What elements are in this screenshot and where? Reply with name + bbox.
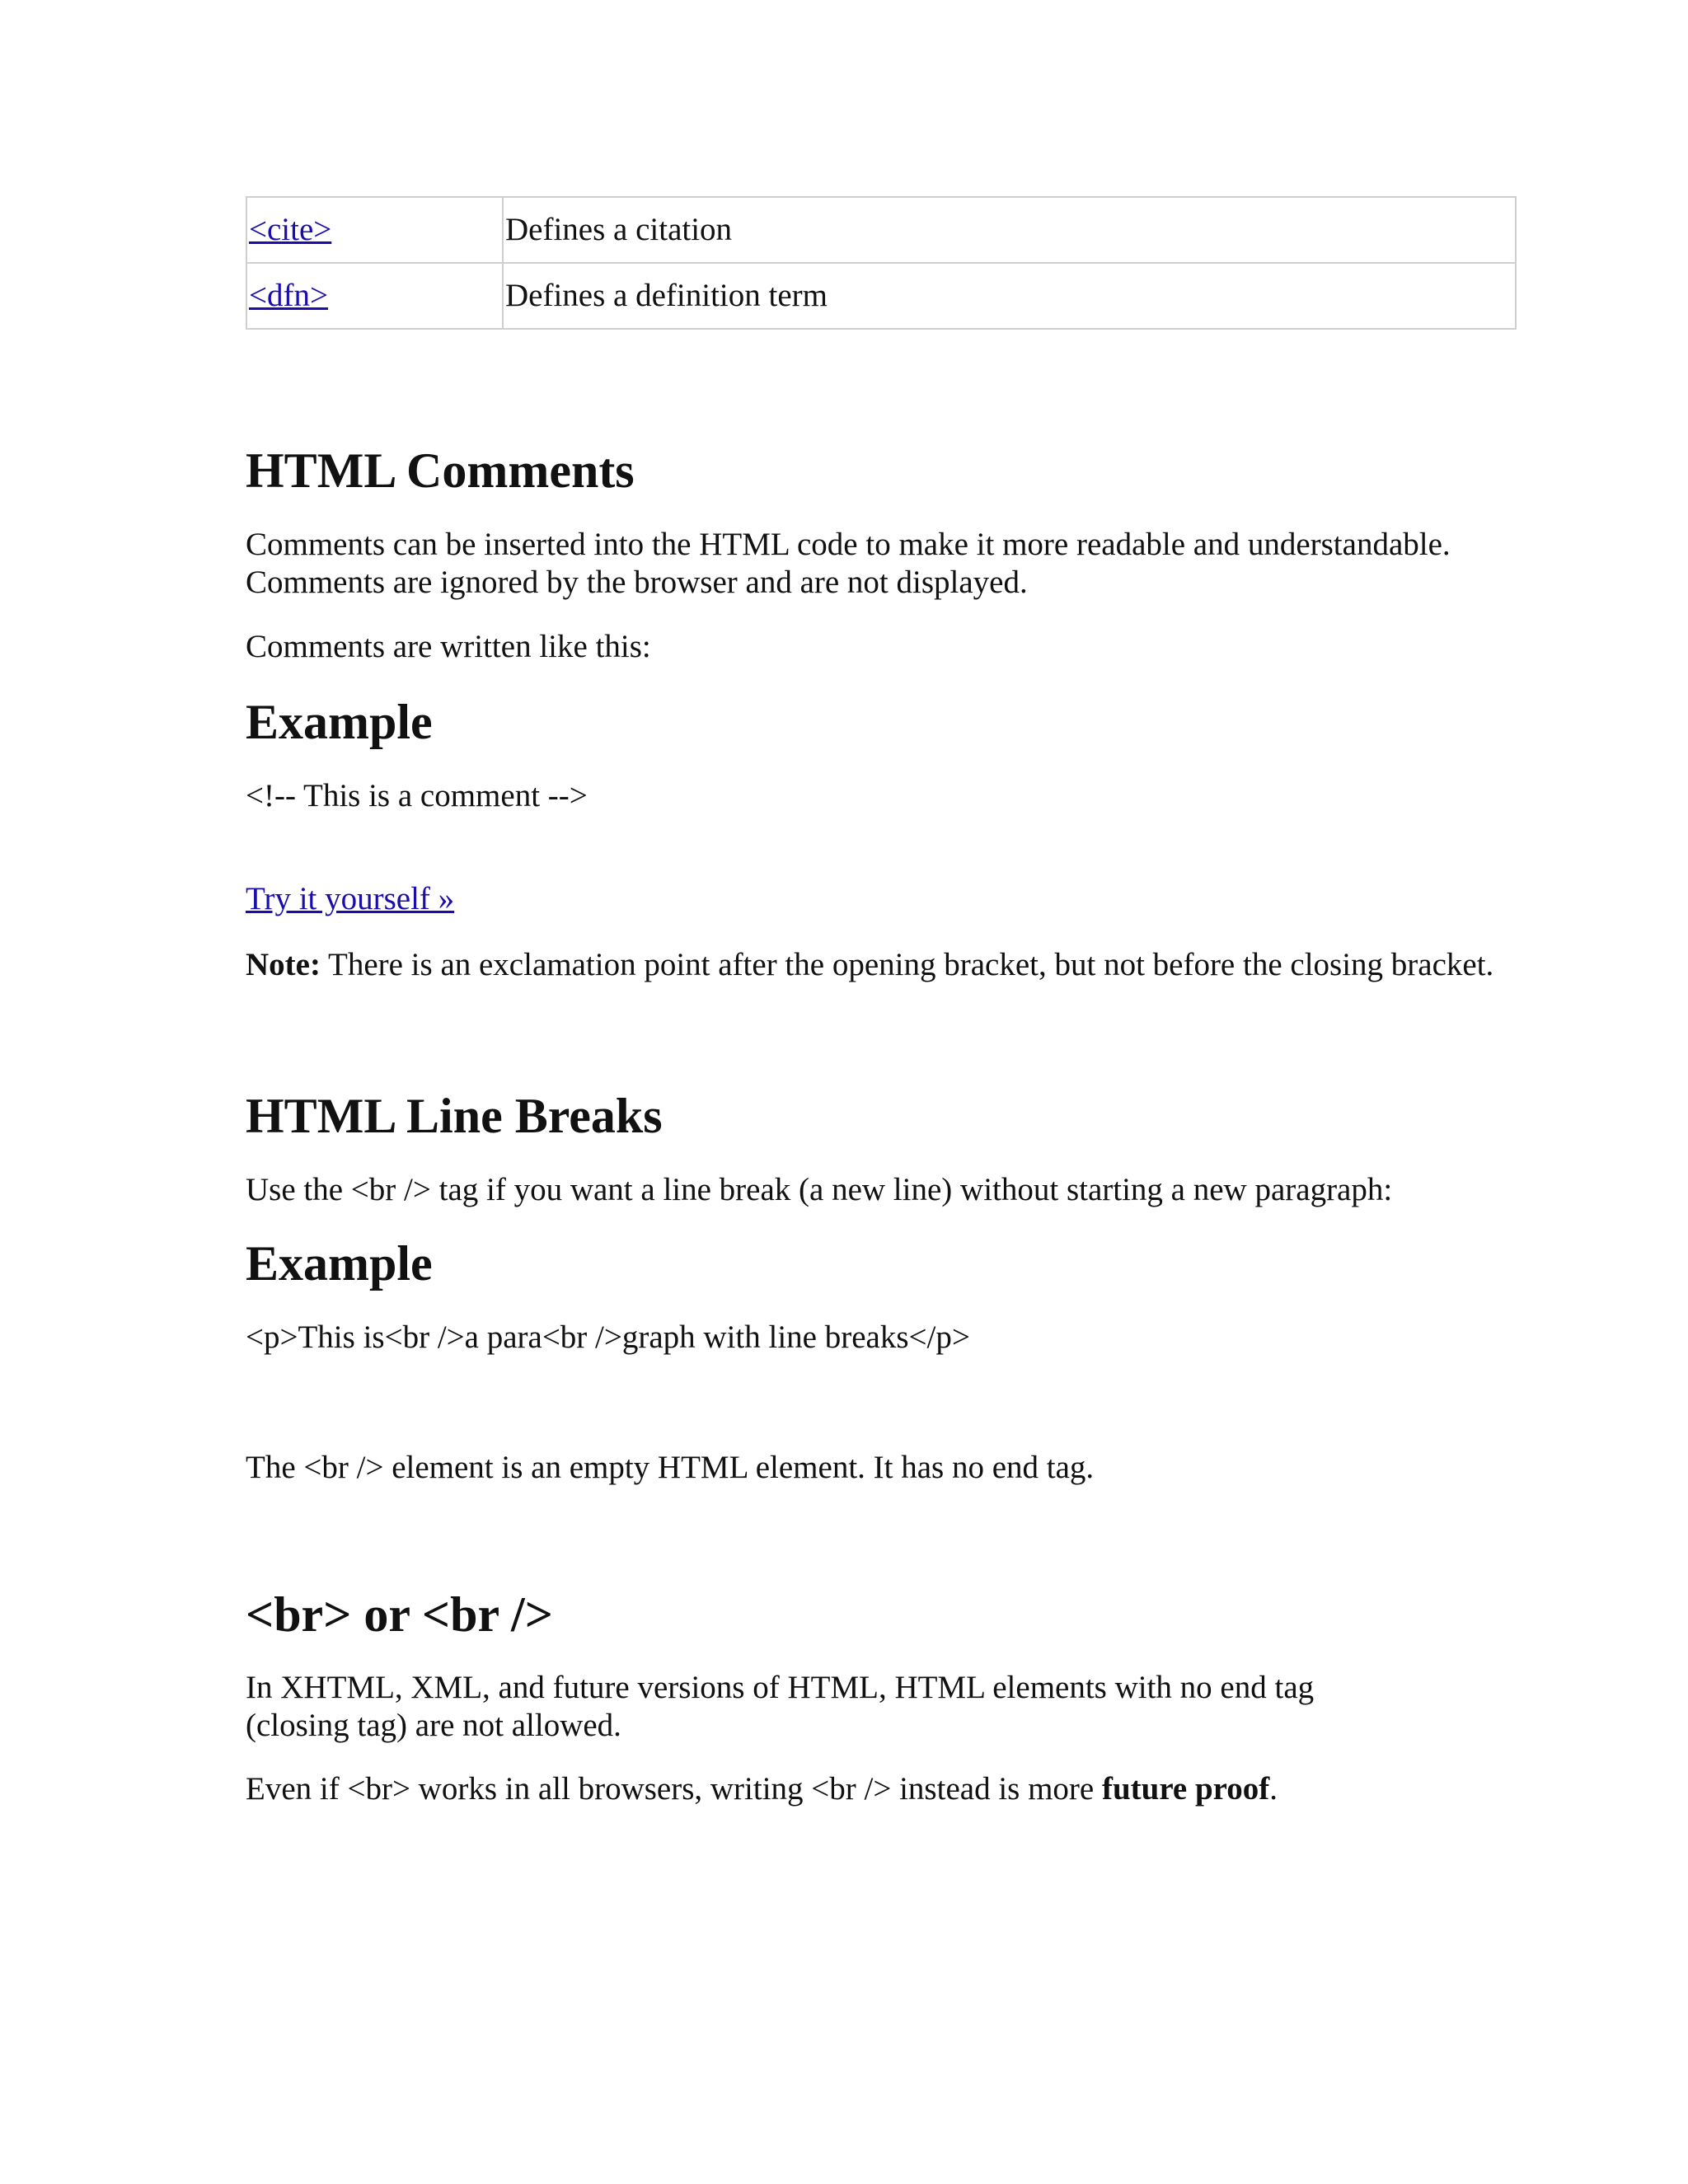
table-cell-description: Defines a citation <box>503 197 1516 263</box>
table-cell-tag <box>246 263 503 329</box>
table-row <box>246 197 1516 263</box>
comments-paragraph: Comments can be inserted into the HTML code to make it more readable and understandable. Comments are ignored by the browser and are not displayed. <box>246 527 1451 600</box>
tag-reference-table <box>246 196 1517 330</box>
linebreaks-heading: HTML Line Breaks <box>246 1089 663 1143</box>
comments-note-paragraph <box>246 946 1515 984</box>
br-section-heading: <br> or <br /> <box>246 1587 553 1642</box>
table-cell-description: Defines a definition term <box>503 263 1516 329</box>
note-label: Note: <box>246 947 321 982</box>
linebreaks-example-code: <p>This is<br />a para<br />graph with line breaks</p> <box>246 1319 970 1355</box>
table-row <box>246 263 1516 329</box>
try-it-yourself-link[interactable]: Try it yourself » <box>246 881 455 916</box>
cite-tag-link[interactable]: <cite> <box>249 211 332 247</box>
linebreaks-example-heading: Example <box>246 1236 433 1291</box>
future-proof-text-end: . <box>1269 1771 1278 1807</box>
future-proof-paragraph <box>246 1770 1531 1808</box>
future-proof-emphasis: future proof <box>1101 1771 1270 1807</box>
table-cell-tag <box>246 197 503 263</box>
dfn-tag-link[interactable]: <dfn> <box>249 277 328 313</box>
linebreaks-paragraph: Use the <br /> tag if you want a line break (a new line) without starting a new paragraph: <box>246 1172 1393 1207</box>
try-it-yourself-paragraph <box>246 880 454 918</box>
comments-example-heading: Example <box>246 695 433 749</box>
comments-heading: HTML Comments <box>246 443 635 498</box>
future-proof-text-start: Even if <br> works in all browsers, writing <br /> instead is more <box>246 1771 1102 1807</box>
comments-example-code: <!-- This is a comment --> <box>246 778 588 813</box>
comments-format-paragraph: Comments are written like this: <box>246 629 651 664</box>
br-empty-element-paragraph: The <br /> element is an empty HTML element. It has no end tag. <box>246 1450 1095 1485</box>
br-section-paragraph: In XHTML, XML, and future versions of HTML, HTML elements with no end tag (closing tag) are not allowed. <box>246 1670 1315 1743</box>
note-text: There is an exclamation point after the opening bracket, but not before the closing bracket. <box>320 947 1494 982</box>
